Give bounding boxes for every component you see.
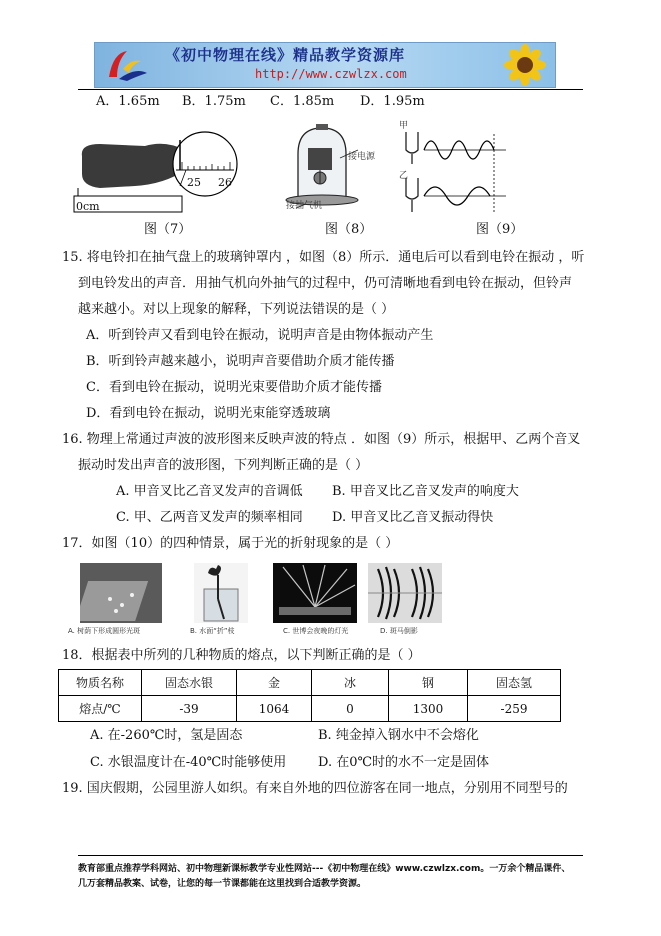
- q16-option-b: B. 甲音叉比乙音叉发声的响度大: [332, 484, 519, 499]
- banner-title: 《初中物理在线》精品教学资源库: [165, 46, 406, 64]
- fig8-caption: 图（8）: [325, 222, 373, 237]
- q15-line-3: 越来越小。对以上现象的解释，下列说法错误的是（ ）: [78, 302, 395, 317]
- q15-option-b: B．听到铃声越来越小，说明声音要借助介质才能传播: [86, 354, 395, 369]
- header-banner: [94, 42, 556, 88]
- ruler-zero-label: 0cm: [76, 200, 100, 213]
- figure-9-waveforms: [398, 120, 510, 216]
- table-header-cell: 冰: [312, 670, 389, 696]
- q16-option-d: D. 甲音叉比乙音叉振动得快: [332, 510, 494, 525]
- banner-url[interactable]: http://www.czwlzx.com: [255, 67, 407, 81]
- ruler-26-label: 26: [218, 176, 232, 189]
- table-header-cell: 固态氢: [468, 670, 561, 696]
- q15-line-2: 到电铃发出的声音．用抽气机向外抽气的过程中，仍可清晰地看到电铃在振动，但铃声: [78, 276, 573, 291]
- table-header-cell: 固态水银: [142, 670, 237, 696]
- q18-option-c: C. 水银温度计在-40℃时能够使用: [90, 755, 287, 770]
- sunflower-icon: [495, 43, 553, 87]
- table-cell: -39: [142, 696, 237, 722]
- fig9-yi-label: 乙: [399, 171, 409, 181]
- table-header-cell: 钢: [389, 670, 468, 696]
- table-header-row: [59, 670, 561, 696]
- table-header-cell: 金: [237, 670, 312, 696]
- q17-caption-c: C. 世博会夜晚的灯光: [283, 627, 349, 635]
- header-rule: [78, 89, 583, 90]
- q15-option-c: C．看到电铃在振动，说明光束要借助介质才能传播: [86, 380, 382, 395]
- q17-image-b: [194, 563, 248, 623]
- prev-option-c: C．1.85m: [270, 94, 335, 109]
- fig9-jia-label: 甲: [399, 121, 409, 131]
- q17-caption-d: D. 斑马倒影: [380, 627, 418, 635]
- q17-caption-a: A. 树荫下形成圆形光斑: [68, 627, 141, 635]
- ruler-25-label: 25: [187, 176, 201, 189]
- table-cell: 0: [312, 696, 389, 722]
- q16-line-2: 振动时发出声音的波形图，下列判断正确的是（ ）: [78, 458, 369, 473]
- q18-option-a: A. 在-260℃时，氢是固态: [90, 728, 243, 743]
- footer-line-2: 几万套精品教案、试卷，让您的每一节课都能在这里找到合适教学资源。: [78, 879, 367, 889]
- prev-option-a: A．1.65m: [96, 94, 160, 109]
- table-cell: 1300: [389, 696, 468, 722]
- q15-option-d: D．看到电铃在振动，说明光束能穿透玻璃: [86, 406, 331, 421]
- table-cell: -259: [468, 696, 561, 722]
- table-row: [59, 696, 561, 722]
- q17-image-c: [273, 563, 357, 623]
- q18-line: 18．根据表中所列的几种物质的熔点，以下判断正确的是（ ）: [62, 648, 421, 663]
- q17-caption-b: B. 水面“折”枝: [190, 627, 235, 635]
- footer-rule: [78, 855, 583, 856]
- q18-option-d: D. 在0℃时的水不一定是固体: [318, 755, 490, 770]
- fig8-pump-label: 接抽气机: [286, 201, 323, 211]
- q15-option-a: A．听到铃声又看到电铃在振动，说明声音是由物体振动产生: [86, 328, 434, 343]
- q15-line-1: 15. 将电铃扣在抽气盘上的玻璃钟罩内 ，如图（8）所示．通电后可以看到电铃在振动 ，听: [62, 250, 585, 265]
- fig8-power-label: 接电源: [348, 152, 376, 162]
- q17-image-d: [368, 563, 442, 623]
- table-cell: 熔点/℃: [59, 696, 142, 722]
- q16-line-1: 16. 物理上常通过声波的波形图来反映声波的特点 ．如图（9）所示，根据甲、乙两个音叉: [62, 432, 581, 447]
- melting-point-table: [58, 669, 561, 722]
- q17-image-a: [80, 563, 162, 623]
- q16-option-c: C. 甲、乙两音叉发声的频率相同: [116, 510, 303, 525]
- fig9-caption: 图（9）: [476, 222, 524, 237]
- q16-option-a: A. 甲音叉比乙音叉发声的音调低: [116, 484, 303, 499]
- table-cell: 1064: [237, 696, 312, 722]
- site-logo-icon: [101, 47, 151, 83]
- footer-line-1: 教育部重点推荐学科网站、初中物理新课标教学专业性网站---《初中物理在线》www.czwlzx.com。一万余个精品课件、: [78, 864, 571, 874]
- q17-line: 17．如图（10）的四种情景，属于光的折射现象的是（ ）: [62, 536, 399, 551]
- q18-option-b: B. 纯金掉入钢水中不会熔化: [318, 728, 479, 743]
- fig7-caption: 图（7）: [144, 222, 192, 237]
- q19-line: 19. 国庆假期，公园里游人如织。有来自外地的四位游客在同一地点，分别用不同型号的: [62, 781, 568, 796]
- prev-option-d: D．1.95m: [360, 94, 425, 109]
- prev-option-b: B．1.75m: [182, 94, 246, 109]
- table-header-cell: 物质名称: [59, 670, 142, 696]
